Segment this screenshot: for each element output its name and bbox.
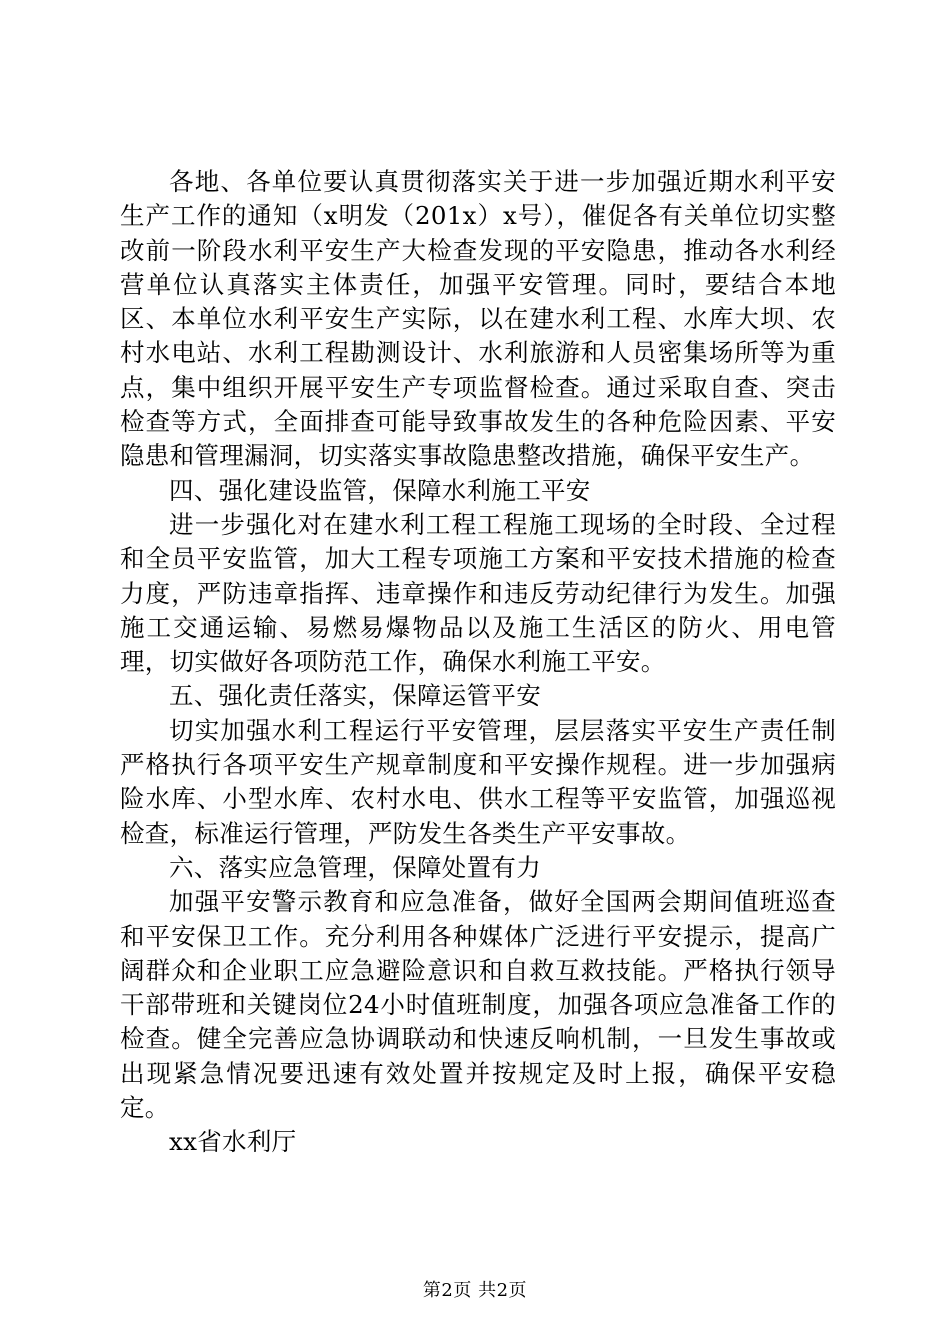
document-body bbox=[120, 165, 836, 1160]
page-footer: 第2页 共2页 bbox=[422, 1280, 528, 1301]
heading-construction-supervision: 四、强化建设监管，保障水利施工平安 bbox=[169, 475, 591, 505]
paragraph-safety-inspection: 各地、各单位要认真贯彻落实关于进一步加强近期水利平安生产工作的通知（x明发（201x）x号），催促各有关单位切实整改前一阶段水利平安生产大检查发现的平安隐患，推动各水利经营单位认真落实主体责任，加强平安管理。同时，要结合本地区、本单位水利平安生产实际，以在建水利工程、水库大坝、农村水电站、水利工程勘测设计、水利旅游和人员密集场所等为重点，集中组织开展平安生产专项监督检查。通过采取自查、突击检查等方式，全面排查可能导致事故发生的各种危险因素、平安隐患和管理漏洞，切实落实事故隐患整改措施，确保平安生产。 bbox=[120, 167, 836, 471]
heading-emergency-management: 六、落实应急管理，保障处置有力 bbox=[169, 852, 541, 882]
signature: xx省水利厅 bbox=[169, 1127, 297, 1157]
paragraph-emergency-management: 加强平安警示教育和应急准备，做好全国两会期间值班巡查和平安保卫工作。充分利用各种媒体广泛进行平安提示，提高广阔群众和企业职工应急避险意识和自救互救技能。严格执行领导干部带班和关键岗位24小时值班制度，加强各项应急准备工作的检查。健全完善应急协调联动和快速反响机制，一旦发生事故或出现紧急情况要迅速有效处置并按规定及时上报，确保平安稳定。 bbox=[120, 887, 836, 1123]
heading-responsibility: 五、强化责任落实，保障运管平安 bbox=[169, 681, 541, 711]
paragraph-construction-supervision: 进一步强化对在建水利工程工程施工现场的全时段、全过程和全员平安监管，加大工程专项施工方案和平安技术措施的检查力度，严防违章指挥、违章操作和违反劳动纪律行为发生。加强施工交通运输、易燃易爆物品以及施工生活区的防火、用电管理，切实做好各项防范工作，确保水利施工平安。 bbox=[120, 509, 836, 677]
paragraph-responsibility: 切实加强水利工程运行平安管理，层层落实平安生产责任制严格执行各项平安生产规章制度和平安操作规程。进一步加强病险水库、小型水库、农村水电、供水工程等平安监管，加强巡视检查，标准运行管理，严防发生各类生产平安事故。 bbox=[120, 715, 836, 848]
